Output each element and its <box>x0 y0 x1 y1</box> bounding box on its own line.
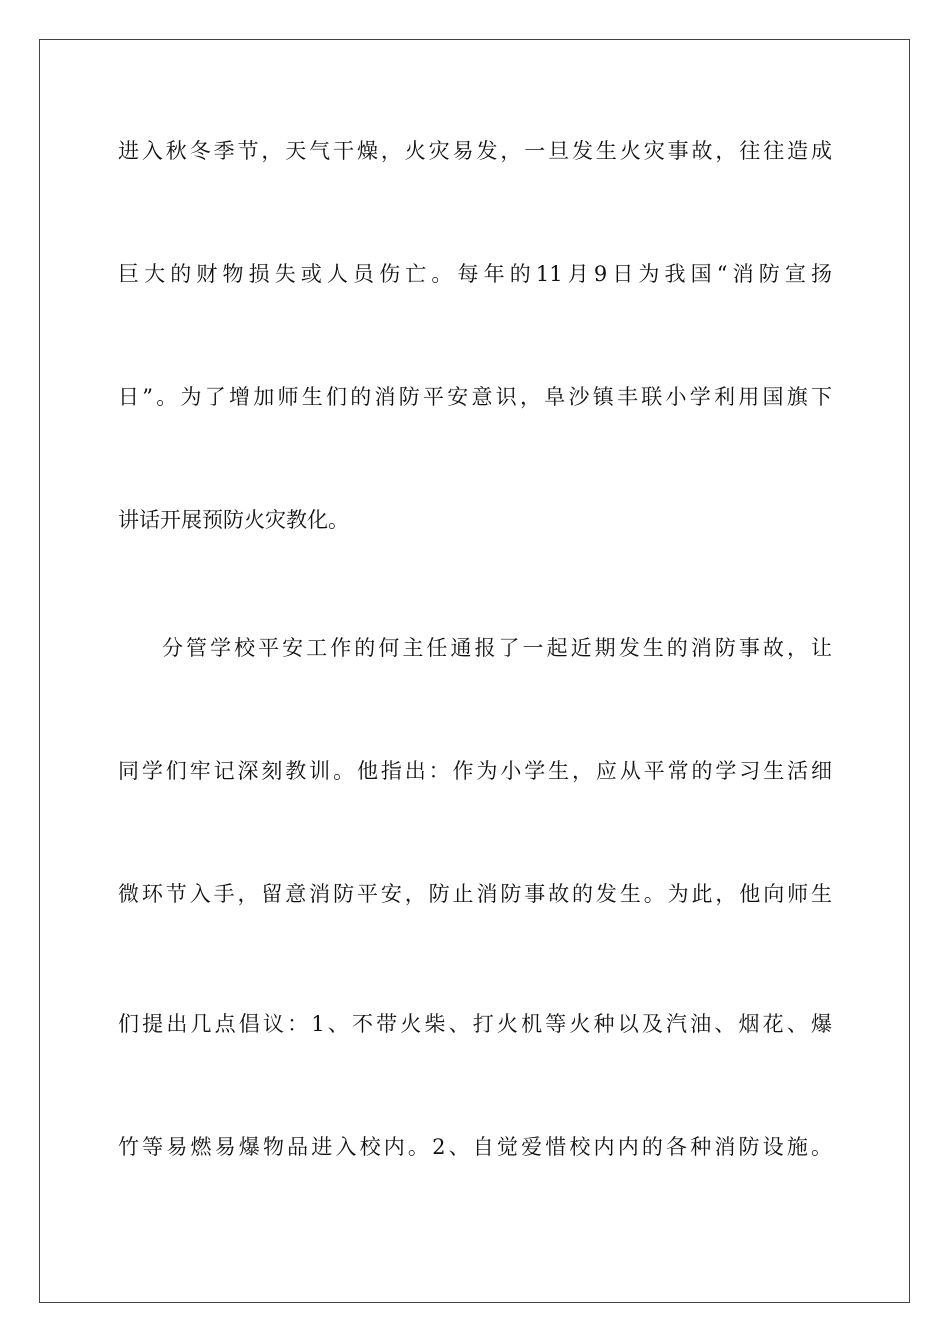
paragraph-2-line-4: 们提出几点倡议：1、不带火柴、打火机等火种以及汽油、烟花、爆 <box>118 1012 832 1036</box>
paragraph-2-line-1: 分管学校平安工作的何主任通报了一起近期发生的消防事故，让 <box>162 636 832 660</box>
paragraph-2-line-5: 竹等易燃易爆物品进入校内。2、自觉爱惜校内内的各种消防设施。 <box>118 1135 832 1159</box>
page-border <box>39 39 910 1303</box>
paragraph-1-line-2: 巨大的财物损失或人员伤亡。每年的11月9日为我国“消防宣扬 <box>118 262 832 286</box>
paragraph-1-line-3: 日”。为了增加师生们的消防平安意识，阜沙镇丰联小学利用国旗下 <box>118 385 832 409</box>
paragraph-1-line-4: 讲话开展预防火灾教化。 <box>118 508 349 532</box>
paragraph-2-line-2: 同学们牢记深刻教训。他指出：作为小学生，应从平常的学习生活细 <box>118 759 832 783</box>
paragraph-2-line-3: 微环节入手，留意消防平安，防止消防事故的发生。为此，他向师生 <box>118 882 832 906</box>
paragraph-1-line-1: 进入秋冬季节，天气干燥，火灾易发，一旦发生火灾事故，往往造成 <box>118 139 832 163</box>
